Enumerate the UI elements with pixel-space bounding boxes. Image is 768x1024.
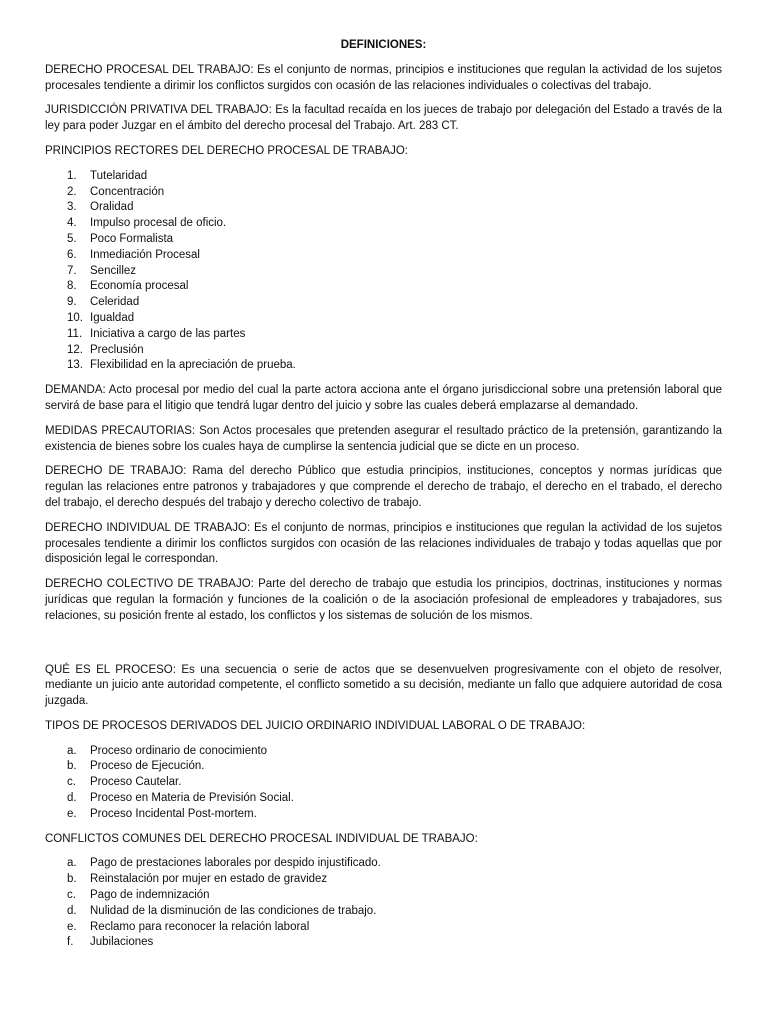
heading-principios: PRINCIPIOS RECTORES DEL DERECHO PROCESAL DE TRABAJO:: [45, 144, 408, 157]
definition-derecho-individual: DERECHO INDIVIDUAL DE TRABAJO: Es el conjunto de normas, principios e instituciones que regulan la actividad de los sujetos procesales tendiente a dirimir los conflictos surgidos con ocasión de las relaciones individuales de trabajo y todas aquellas que por disposición legal le correspondan.: [45, 521, 722, 566]
list-number: 8.: [67, 280, 77, 293]
list-text: Pago de prestaciones laborales por despido injustificado.: [90, 857, 381, 870]
list-text: Poco Formalista: [90, 232, 174, 245]
list-item: [45, 358, 722, 374]
list-item: [45, 920, 722, 936]
list-text: Pago de indemnización: [90, 889, 210, 902]
list-item: [45, 856, 722, 872]
list-item: [45, 904, 722, 920]
definition-proceso: QUÉ ES EL PROCESO: Es una secuencia o serie de actos que se desenvuelven progresivamente con el objeto de resolver, mediante un juicio ante autoridad competente, el conflicto sometido a su decisión, mediante un fallo que adquiere autoridad de cosa juzgada.: [45, 663, 722, 708]
definition-derecho-procesal: DERECHO PROCESAL DEL TRABAJO: Es el conjunto de normas, principios e instituciones que regulan la actividad de los sujetos procesales tendiente a dirimir los conflictos surgidos con ocasión de las relaciones individuales o colectivas del trabajo.: [45, 63, 722, 92]
list-number: 9.: [67, 296, 77, 309]
list-number: 5.: [67, 232, 77, 245]
definition-medidas-precautorias: MEDIDAS PRECAUTORIAS: Son Actos procesales que pretenden asegurar el resultado práctico de la pretensión, garantizando la existencia de bienes sobre los cuales haya de cumplirse la sentencia judicial que se dicte en un proceso.: [45, 424, 722, 453]
list-letter: a.: [67, 744, 77, 757]
list-text: Inmediación Procesal: [90, 248, 200, 261]
list-text: Igualdad: [90, 311, 135, 324]
list-number: 12.: [67, 343, 83, 356]
list-text: Impulso procesal de oficio.: [90, 217, 227, 230]
list-number: 1.: [67, 169, 77, 182]
list-text: Flexibilidad en la apreciación de prueba.: [90, 359, 296, 372]
definition-demanda: DEMANDA: Acto procesal por medio del cual la parte actora acciona ante el órgano jurisdiccional sobre una pretensión laboral que servirá de base para el litigio que tendrá lugar dentro del juicio y sobre las cuales deberá emplazarse al demandado.: [45, 384, 722, 412]
list-item: [45, 232, 722, 248]
list-text: Jubilaciones: [90, 936, 154, 949]
conflictos-list: [45, 856, 722, 951]
list-item: [45, 295, 722, 311]
list-item: [45, 343, 722, 359]
list-letter: d.: [67, 904, 77, 917]
list-text: Proceso Incidental Post-mortem.: [90, 807, 257, 820]
list-item: [45, 935, 722, 951]
list-item: [45, 248, 722, 264]
page-title: DEFINICIONES:: [340, 39, 427, 51]
list-letter: e.: [67, 920, 77, 933]
list-item: [45, 888, 722, 904]
list-number: 11.: [67, 327, 83, 340]
list-item: [45, 791, 722, 807]
list-text: Proceso ordinario de conocimiento: [90, 744, 268, 757]
list-item: [45, 327, 722, 343]
blank-line: [45, 634, 722, 663]
list-item: [45, 775, 722, 791]
list-number: 2.: [67, 185, 77, 198]
list-item: [45, 185, 722, 201]
list-item: [45, 311, 722, 327]
list-letter: a.: [67, 857, 77, 870]
list-letter: d.: [67, 792, 77, 805]
list-letter: e.: [67, 807, 77, 820]
list-item: [45, 872, 722, 888]
list-text: Tutelaridad: [90, 169, 148, 182]
list-item: [45, 169, 722, 185]
list-text: Reclamo para reconocer la relación laboral: [90, 920, 310, 933]
list-number: 6.: [67, 248, 77, 261]
list-item: [45, 264, 722, 280]
document-page: [45, 38, 722, 960]
list-item: [45, 759, 722, 775]
list-number: 13.: [67, 359, 83, 372]
list-letter: f.: [67, 936, 74, 949]
list-number: 7.: [67, 264, 77, 277]
list-letter: c.: [67, 776, 76, 789]
list-number: 4.: [67, 217, 77, 230]
list-number: 10.: [67, 311, 83, 324]
heading-tipos-de-procesos: TIPOS DE PROCESOS DERIVADOS DEL JUICIO ORDINARIO INDIVIDUAL LABORAL O DE TRABAJO:: [45, 719, 586, 732]
list-item: [45, 807, 722, 823]
list-text: Proceso en Materia de Previsión Social.: [90, 792, 294, 805]
list-text: Concentración: [90, 185, 165, 198]
list-text: Economía procesal: [90, 280, 189, 293]
list-letter: b.: [67, 873, 77, 886]
list-item: [45, 279, 722, 295]
list-text: Preclusión: [90, 343, 144, 356]
list-item: [45, 216, 722, 232]
definition-derecho-de-trabajo: DERECHO DE TRABAJO: Rama del derecho Público que estudia principios, instituciones, conceptos y normas jurídicas que regulan las relaciones entre patronos y trabajadores y que comprende el derecho de trabajo, el derecho en el trabado, el derecho del trabajo, el derecho después del trabajo y derecho colectivo de trabajo.: [45, 465, 722, 509]
list-text: Celeridad: [90, 296, 140, 309]
list-number: 3.: [67, 201, 77, 214]
definition-derecho-colectivo: DERECHO COLECTIVO DE TRABAJO: Parte del derecho de trabajo que estudia los principios, doctrinas, instituciones y normas jurídicas que regulan la formación y funciones de la coalición o de la asociación profesional de empleadores y trabajadores, sus relaciones, su posición frente al estado, los conflictos y los sistemas de solución de los mismos.: [45, 578, 722, 622]
list-item: [45, 200, 722, 216]
list-text: Proceso de Ejecución.: [90, 760, 205, 773]
definition-jurisdiccion-privativa: JURISDICCIÓN PRIVATIVA DEL TRABAJO: Es la facultad recaída en los jueces de trabajo por delegación del Estado a través de la ley para poder Juzgar en el ámbito del derecho procesal del Trabajo. Art. 283 CT.: [45, 104, 722, 133]
list-item: [45, 744, 722, 760]
list-letter: b.: [67, 760, 77, 773]
heading-conflictos-comunes: CONFLICTOS COMUNES DEL DERECHO PROCESAL INDIVIDUAL DE TRABAJO:: [45, 832, 478, 845]
list-text: Sencillez: [90, 264, 137, 277]
tipos-list: [45, 744, 722, 823]
list-letter: c.: [67, 889, 76, 902]
list-text: Nulidad de la disminución de las condiciones de trabajo.: [90, 904, 377, 917]
list-text: Oralidad: [90, 201, 134, 214]
list-text: Iniciativa a cargo de las partes: [90, 327, 246, 340]
principios-list: [45, 169, 722, 374]
list-text: Reinstalación por mujer en estado de gravidez: [90, 873, 328, 886]
list-text: Proceso Cautelar.: [90, 776, 182, 789]
